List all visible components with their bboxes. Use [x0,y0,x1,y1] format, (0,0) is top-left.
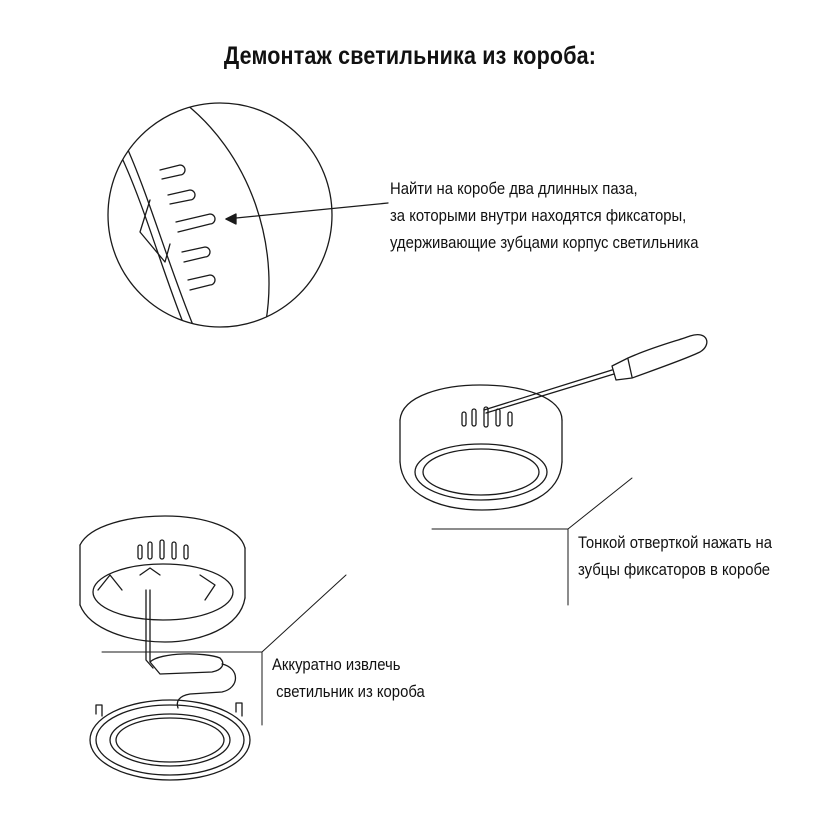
opened-box [80,516,245,668]
step2-line: Тонкой отверткой нажать на [578,534,772,552]
slots-detail [160,165,215,290]
pointer-arrow [226,203,388,224]
step3-line: светильник из короба [272,683,425,701]
step2-line: зубцы фиксаторов в коробе [578,561,771,579]
step1-line: Найти на коробе два длинных паза, [390,180,638,198]
detail-magnifier-circle [108,98,332,340]
step1-note [390,176,699,257]
panel-light [90,700,250,780]
step3-note [272,652,425,706]
step1-line: удерживающие зубцами корпус светильника [390,234,699,252]
step1-line: за которыми внутри находятся фиксаторы, [390,207,687,225]
page-title: Демонтаж светильника из короба: [223,42,597,70]
step2-note [578,530,772,584]
box-with-screwdriver [400,335,707,510]
step3-line: Аккуратно извлечь [272,656,401,674]
